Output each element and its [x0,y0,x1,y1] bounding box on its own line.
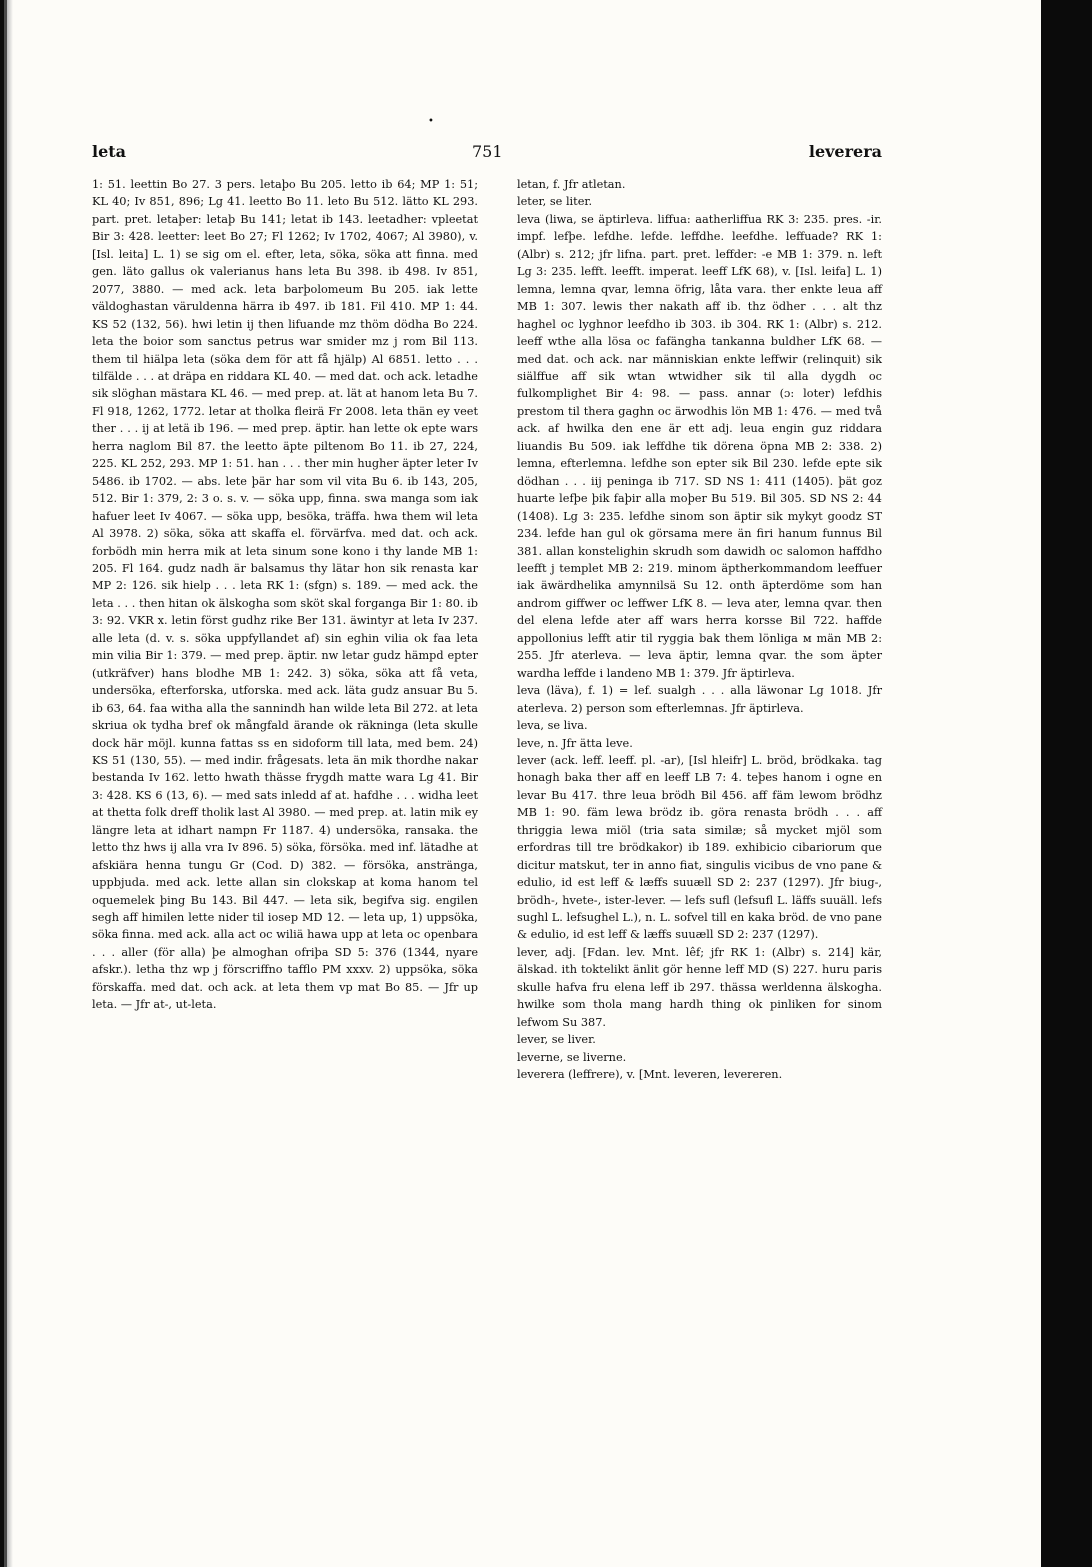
entry-leter: leter, se liter. [517,195,593,209]
entry-lever-liver: lever, se liver. [517,1033,596,1047]
entry-letan: letan, f. Jfr atletan. [517,178,626,191]
scan-border [1041,0,1092,1567]
left-column [92,176,478,1014]
entry-lever-adj: lever, adj. [Fdan. lev. Mnt. lêf; jfr RK 1: (Albr) s. 214] kär, älskad. ith toktelikt änlit gör henne leff MD (S) 227. huru paris skulle hafva fru elena leff ib 297. thässa werldenna älskogha. hwilke som thola mang hardh thing ok pinliken for sinom lefwom Su 387. [517,945,882,1029]
ink-dot: • [428,116,434,127]
entry-leva-liva: leva, se liva. [517,719,588,733]
running-header [92,142,882,166]
entry-leverera: leverera (leffrere), v. [Mnt. leveren, levereren. [517,1068,783,1082]
entry-lever-noun: lever (ack. leff. leeff. pl. -ar), [Isl hleifr] L. bröd, brödkaka. tag honagh baka ther aff en leeff LB 7: 4. teþes hanom i ogne en levar Bu 417. thre leua brödh Bil 456. aff fäm lewom brödhz MB 1: 90. fäm lewa brödz ib. göra renasta brödh . . . aff thriggia lewa miöl (tria sata similæ; så mycket mjöl som erfordras till tre brödkakor) ib 189. exhibicio cibariorum que dicitur matskut, ter in anno fiat, singulis vicibus de vno pane & edulio, id est leff & læffs suuæll SD 2: 237 (1297). Jfr biug-, brödh-, hvete-, ister-lever. — lefs sufl (lefsufl L. läffs suuäll. lefs sughl L. lefsughel L.), n. L. sofvel till en kaka bröd. de vno pane & edulio, id est leff & læffs suuæll SD 2: 237 (1297). [517,753,882,942]
scanned-page [4,0,1044,1567]
page-number: 751 [472,142,503,161]
left-headword: leta [92,142,127,161]
left-column-text: 1: 51. leettin Bo 27. 3 pers. letaþo Bu 205. letto ib 64; MP 1: 51; KL 40; Iv 851, 896; Lg 41. leetto Bo 11. leto Bu 512. lätto KL 293. part. pret. letaþer: letaþ Bu 141; letat ib 143. leetadher: vpleetat Bir 3: 428. leetter: leet Bo 27; Fl 1262; Iv 1702, 4067; Al 3980), v. [Isl. leita] L. 1) se sig om el. efter, leta, söka, söka att finna. med gen. läto gallus ok valerianus hans leta Bu 398. ib 498. Iv 851, 2077, 3880. — med ack. leta barþolomeum Bu 205. iak lette väldoghastan väruldenna härra ib 497. ib 181. Fil 410. MP 1: 44. KS 52 (132, 56). hwi letin ij then lifuande mz thöm dödha Bo 224. leta the boior som sanctus petrus war smider mz j rom Bil 113. them til hiälpa leta (söka dem för att få hjälp) Al 6851. letto . . . tilfälde . . . at dräpa en riddara KL 40. — med dat. och ack. letadhe sik slöghan mästara KL 46. — med prep. at. lät at hanom leta Bu 7. Fl 918, 1262, 1772. letar at tholka fleirä Fr 2008. leta thän ey veet ther . . . ij at letä ib 196. — med prep. äptir. han lette ok epte wars herra naglom Bil 87. the leetto äpte piltenom Bo 11. ib 27, 224, 225. KL 252, 293. MP 1: 51. han . . . ther min hugher äpter leter Iv 5486. ib 1702. — abs. lete þär har som vil vita Bu 6. ib 143, 205, 512. Bir 1: 379, 2: 3 o. s. v. — söka upp, finna. swa manga som iak hafuer leet Iv 4067. — söka upp, besöka, träffa. hwa them wil leta Al 3978. 2) söka, söka att skaffa el. förvärfva. med dat. och ack. forbödh min herra mik at leta sinum sone kono i thy lande MB 1: 205. Fl 164. gudz nadh är balsamus thy lätar hon sik renasta kar MP 2: 126. sik hielp . . . leta RK 1: (sfgn) s. 189. — med ack. the leta . . . then hitan ok älskogha som sköt skal forganga Bir 1: 80. ib 3: 92. VKR x. letin först gudhz rike Ber 131. äwintyr at leta Iv 237. alle leta (d. v. s. söka uppfyllandet af) sin eghin vilia ok faa leta min vilia Bir 1: 379. — med prep. äptir. nw letar gudz hämpd epter (utkräfver) hans blodhe MB 1: 242. 3) söka, söka att få veta, undersöka, efterforska, utforska. med ack. läta gudz ansuar Bu 5. ib 63, 64. faa witha alla the sannindh han wilde leta Bil 272. at leta skriua ok tydha bref ok mångfald ärande ok räkninga (leta skulle dock här möjl. kunna fattas ss en sidoform till lata, med bem. 24) KS 51 (130, 55). — med indir. frågesats. leta än mik thordhe nakar bestanda Iv 162. letto hwath thässe frygdh matte wara Lg 41. Bir 3: 428. KS 6 (13, 6). — med sats inledd af at. hafdhe . . . widha leet at thetta folk dreff tholik last Al 3980. — med prep. at. latin mik ey längre leta at idhart nampn Fr 1187. 4) undersöka, ransaka. the letto thz hws ij alla vra Iv 896. 5) söka, försöka. med inf. lätadhe at afskiära henna tungu Gr (Cod. D) 382. — försöka, anstränga, uppbjuda. med ack. lette allan sin clokskap at koma hanom tel oquemelek þing Bu 143. Bil 447. — leta sik, begifva sig. engilen segh aff himilen lette nider til iosep MD 12. — leta up, 1) uppsöka, söka finna. med ack. alla act oc wiliä hawa upp at leta oc openbara . . . aller (för alla) þe almoghan ofriþa SD 5: 376 (1344, nyare afskr.). letha thz wp j förscriffno tafflo PM xxxv. 2) uppsöka, söka förskaffa. med dat. och ack. at leta them vp mat Bo 85. — Jfr up leta. — Jfr at-, ut-leta. [92,178,478,1012]
right-column [517,176,882,1084]
entry-leva-verb: leva (liwa, se äptirleva. liffua: aatherliffua RK 3: 235. pres. -ir. impf. lefþe. lefdhe. lefde. leffdhe. leefdhe. leffuade? RK 1: (Albr) s. 212; jfr lifna. part. pret. leffder: -e MB 1: 379. n. left Lg 3: 235. lefft. leefft. imperat. leeff LfK 68), v. [Isl. leifa] L. 1) lemna, lemna qvar, lemna öfrig, låta vara. ther enkte leua aff MB 1: 307. lewis ther nakath aff ib. thz ödher . . . alt thz haghel oc lyghnor leefdho ib 303. ib 304. RK 1: (Albr) s. 212. leeff wthe alla lösa oc fafängha tankanna buldher LfK 68. — med dat. och ack. nar människian enkte leffwir (relinquit) sik siälffue aff sik wtan wtwidher sik til alla dygdh oc fulkomplighet Bir 4: 98. — pass. annar (ɔ: loter) lefdhis prestom til thera gaghn oc ärwodhis lön MB 1: 476. — med två ack. af hwilka den ene är ett adj. leua engin guz riddara liuandis Bu 509. iak leffdhe tik dörena öpna MB 2: 338. 2) lemna, efterlemna. lefdhe son epter sik Bil 230. lefde epte sik dödhan . . . iij peninga ib 717. SD NS 1: 411 (1405). þät goz huarte lefþe þik faþir alla moþer Bu 519. Bil 305. SD NS 2: 44 (1408). Lg 3: 235. lefdhe sinom son äptir sik mykyt goodz ST 234. lefde han gul ok görsama mere än firi hanum funnus Bil 381. allan konstelighin skrudh som dawidh oc salomon haffdho leefft j templet MB 2: 219. minom äptherkommandom leeffuer iak äwärdhelika amynnilsä Su 12. onth äpterdöme som han androm giffwer oc leffwer LfK 8. — leva ater, lemna qvar. then del elena lefde ater aff wars herra korsse Bil 722. haffde appollonius lefft atir til ryggia bak them lönliga м män MB 2: 255. Jfr aterleva. — leva äptir, lemna qvar. the som äpter wardha leffde i landeno MB 1: 379. Jfr äptirleva. [517,212,882,680]
entry-leverne: leverne, se liverne. [517,1050,627,1064]
entry-leve: leve, n. Jfr ätta leve. [517,736,633,750]
right-headword: leverera [808,142,882,161]
entry-leva-noun: leva (läva), f. 1) = lef. sualgh . . . alla läwonar Lg 1018. Jfr aterleva. 2) person som efterlemnas. Jfr äptirleva. [517,684,882,715]
